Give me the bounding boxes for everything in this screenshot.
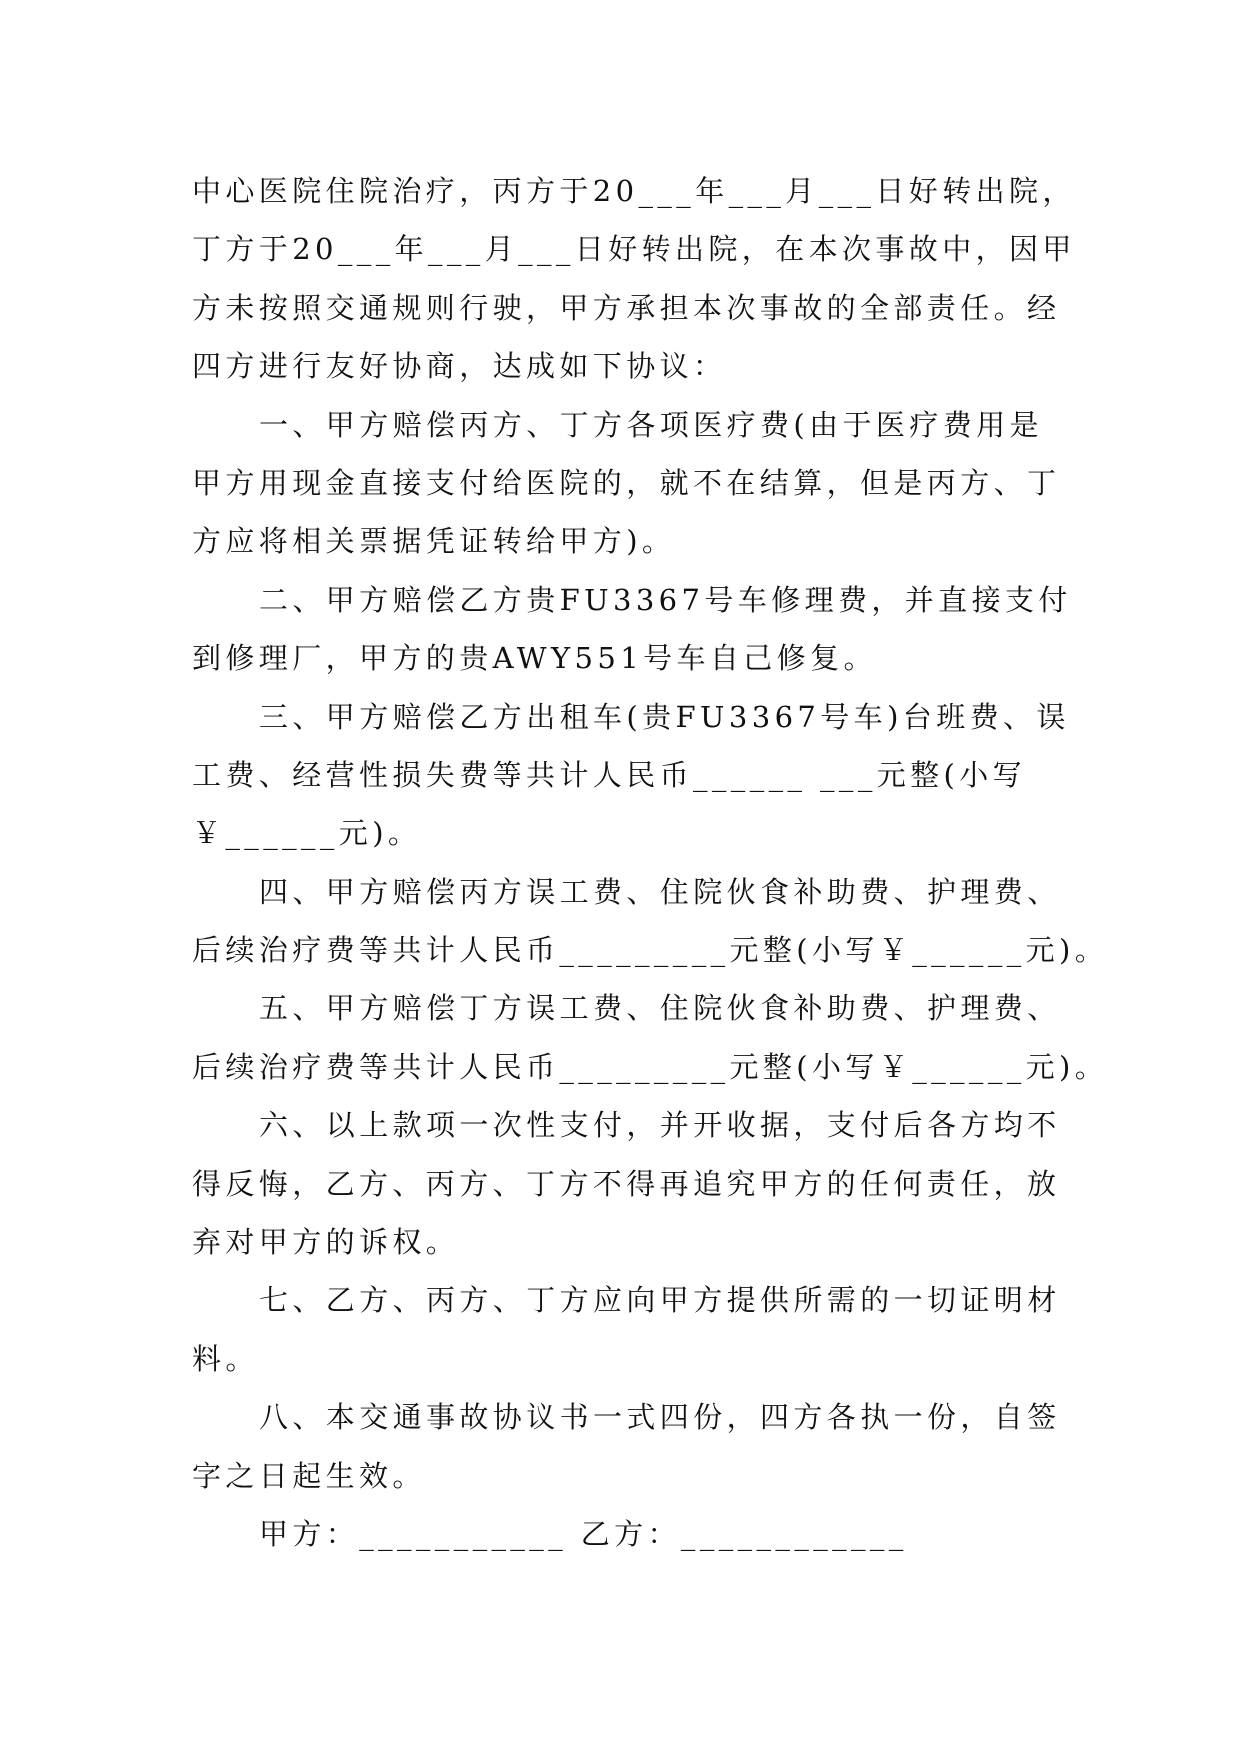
text-line: 工费、经营性损失费等共计人民币______ ___元整(小写: [192, 757, 1027, 792]
paragraph: [192, 1271, 1092, 1388]
text-line: 四方进行友好协商，达成如下协议：: [192, 349, 727, 384]
text-line: 方未按照交通规则行驶，甲方承担本次事故的全部责任。经: [192, 290, 1061, 325]
text-line: 丁方于20___年___月___日好转出院，在本次事故中，因甲: [192, 232, 1076, 267]
paragraph: [192, 571, 1092, 688]
text-line: 六、以上款项一次性支付，并开收据，支付后各方均不: [259, 1108, 1061, 1143]
text-line: 后续治疗费等共计人民币_________元整(小写￥______元)。: [192, 933, 1109, 968]
text-line: 后续治疗费等共计人民币_________元整(小写￥______元)。: [192, 1049, 1109, 1084]
text-line: 五、甲方赔偿丁方误工费、住院伙食补助费、护理费、: [259, 991, 1061, 1026]
paragraph: [192, 863, 1109, 980]
text-line: ￥______元)。: [192, 816, 422, 851]
paragraph: [192, 1096, 1092, 1271]
paragraph: [192, 979, 1109, 1096]
signature-line: [192, 1505, 1092, 1563]
text-line: 料。: [192, 1341, 259, 1376]
paragraph: [192, 396, 1092, 571]
text-line: 一、甲方赔偿丙方、丁方各项医疗费(由于医疗费用是: [259, 407, 1043, 442]
text-line: 甲方：___________ 乙方：____________: [259, 1516, 908, 1551]
paragraph: [192, 688, 1092, 863]
text-line: 方应将相关票据凭证转给甲方)。: [192, 524, 676, 559]
text-line: 字之日起生效。: [192, 1458, 426, 1493]
text-line: 弃对甲方的诉权。: [192, 1225, 460, 1260]
text-line: 三、甲方赔偿乙方出租车(贵FU3367号车)台班费、误: [259, 699, 1070, 734]
text-line: 二、甲方赔偿乙方贵FU3367号车修理费，并直接支付: [259, 582, 1072, 617]
text-line: 中心医院住院治疗，丙方于20___年___月___日好转出院，: [192, 174, 1076, 208]
document-page: [192, 162, 1109, 1563]
text-line: 四、甲方赔偿丙方误工费、住院伙食补助费、护理费、: [259, 874, 1061, 909]
text-line: 甲方用现金直接支付给医院的，就不在结算，但是丙方、丁: [192, 465, 1061, 500]
paragraph: [192, 1388, 1092, 1505]
text-line: 八、本交通事故协议书一式四份，四方各执一份，自签: [259, 1400, 1061, 1435]
text-line: 得反悔，乙方、丙方、丁方不得再追究甲方的任何责任，放: [192, 1166, 1061, 1201]
text-line: 七、乙方、丙方、丁方应向甲方提供所需的一切证明材: [259, 1283, 1061, 1318]
paragraph: [192, 162, 1092, 396]
text-line: 到修理厂，甲方的贵AWY551号车自己修复。: [192, 641, 877, 676]
